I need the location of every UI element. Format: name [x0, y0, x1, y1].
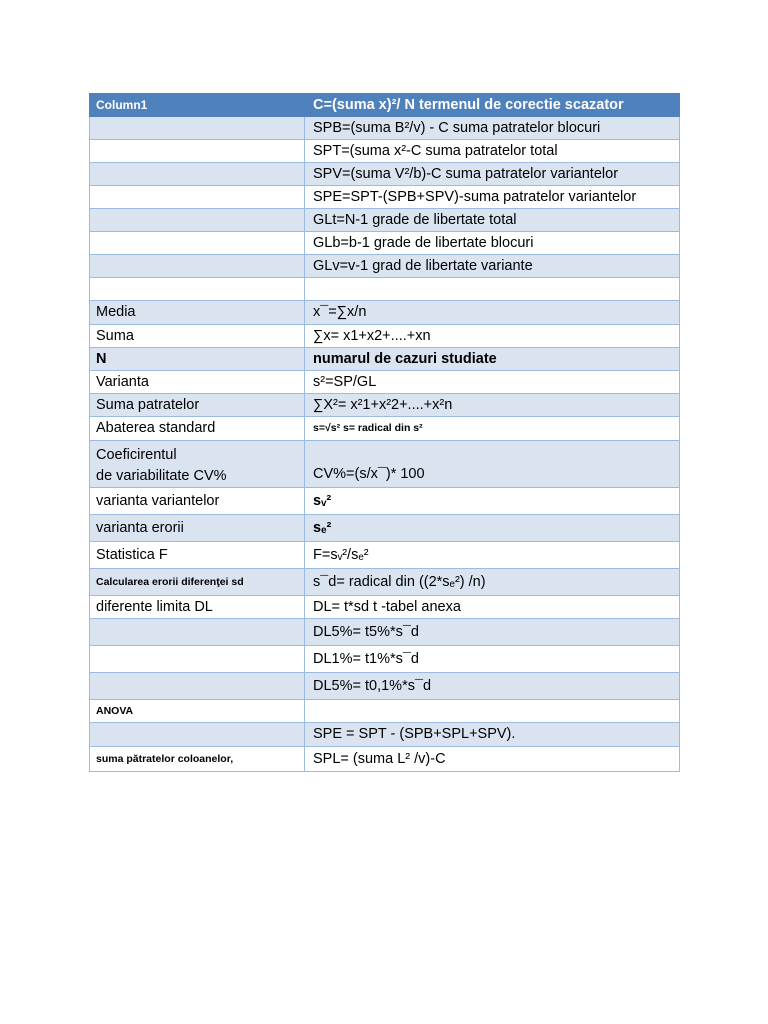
table-row	[90, 619, 680, 646]
table-row	[90, 186, 680, 209]
header-cell-correction-term[interactable]: C=(suma x)²/ N termenul de corectie scazator	[305, 94, 680, 117]
table-header-row	[90, 94, 680, 117]
table-row	[90, 348, 680, 371]
formula-table	[89, 93, 680, 772]
cell-label[interactable]: N	[90, 348, 305, 371]
table-row	[90, 596, 680, 619]
cell-formula[interactable]: s²=SP/GL	[305, 371, 680, 394]
cell-label[interactable]	[90, 619, 305, 646]
table-row	[90, 417, 680, 441]
cell-label[interactable]	[90, 117, 305, 140]
cell-label[interactable]	[90, 723, 305, 747]
table-row	[90, 255, 680, 278]
cell-formula[interactable]: GLb=b-1 grade de libertate blocuri	[305, 232, 680, 255]
cell-formula[interactable]	[305, 278, 680, 301]
table-row	[90, 542, 680, 569]
cell-formula[interactable]: ∑x= x1+x2+....+xn	[305, 325, 680, 348]
table-row	[90, 488, 680, 515]
data-table-container	[89, 93, 679, 772]
table-row	[90, 723, 680, 747]
cell-formula[interactable]: DL5%= t5%*s¯d	[305, 619, 680, 646]
table-row	[90, 394, 680, 417]
table-row	[90, 569, 680, 596]
cell-label[interactable]	[90, 232, 305, 255]
table-row	[90, 700, 680, 723]
table-row	[90, 140, 680, 163]
cell-label[interactable]: Suma	[90, 325, 305, 348]
cell-label[interactable]	[90, 646, 305, 673]
cell-label[interactable]: Varianta	[90, 371, 305, 394]
cell-formula[interactable]: DL1%= t1%*s¯d	[305, 646, 680, 673]
table-row	[90, 209, 680, 232]
cell-formula[interactable]: DL= t*sd t -tabel anexa	[305, 596, 680, 619]
cell-formula[interactable]: ∑X²= x²1+x²2+....+x²n	[305, 394, 680, 417]
table-row	[90, 646, 680, 673]
cell-label[interactable]	[90, 255, 305, 278]
cell-formula[interactable]: SPB=(suma B²/v) - C suma patratelor blocuri	[305, 117, 680, 140]
table-row	[90, 441, 680, 488]
cell-label[interactable]	[90, 441, 305, 488]
cell-formula[interactable]: s=√s² s= radical din s²	[305, 417, 680, 441]
cell-label[interactable]	[90, 209, 305, 232]
cell-formula[interactable]: sᵥ²	[305, 488, 680, 515]
table-row	[90, 747, 680, 772]
table-row	[90, 163, 680, 186]
cell-formula[interactable]: SPL= (suma L² /v)-C	[305, 747, 680, 772]
cell-label[interactable]: Suma patratelor	[90, 394, 305, 417]
cell-label-anova[interactable]: ANOVA	[90, 700, 305, 723]
cell-label[interactable]	[90, 278, 305, 301]
cell-formula[interactable]: sₑ²	[305, 515, 680, 542]
table-row	[90, 673, 680, 700]
cell-formula[interactable]: DL5%= t0,1%*s¯d	[305, 673, 680, 700]
cell-label[interactable]: diferente limita DL	[90, 596, 305, 619]
cell-formula[interactable]: GLt=N-1 grade de libertate total	[305, 209, 680, 232]
cell-formula[interactable]	[305, 700, 680, 723]
cell-label[interactable]: varianta erorii	[90, 515, 305, 542]
cell-label[interactable]	[90, 186, 305, 209]
table-row	[90, 117, 680, 140]
cell-formula[interactable]: SPE = SPT - (SPB+SPL+SPV).	[305, 723, 680, 747]
cell-formula[interactable]: CV%=(s/x¯)* 100	[305, 441, 680, 488]
cell-label[interactable]: suma pătratelor coloanelor,	[90, 747, 305, 772]
cell-label[interactable]: varianta variantelor	[90, 488, 305, 515]
table-row	[90, 232, 680, 255]
header-cell-column1[interactable]: Column1	[90, 94, 305, 117]
cell-label[interactable]: Abaterea standard	[90, 417, 305, 441]
cell-formula[interactable]: SPT=(suma x²-C suma patratelor total	[305, 140, 680, 163]
cell-formula[interactable]: SPV=(suma V²/b)-C suma patratelor variantelor	[305, 163, 680, 186]
cell-label[interactable]	[90, 140, 305, 163]
table-row	[90, 371, 680, 394]
table-row	[90, 325, 680, 348]
cell-label[interactable]: Calcularea erorii diferenţei sd	[90, 569, 305, 596]
cell-formula[interactable]: x¯=∑x/n	[305, 301, 680, 325]
cell-label[interactable]	[90, 673, 305, 700]
cell-formula[interactable]: numarul de cazuri studiate	[305, 348, 680, 371]
table-row	[90, 515, 680, 542]
cell-formula[interactable]: SPE=SPT-(SPB+SPV)-suma patratelor variantelor	[305, 186, 680, 209]
cell-formula[interactable]: s¯d= radical din ((2*sₑ²) /n)	[305, 569, 680, 596]
table-row	[90, 301, 680, 325]
cell-label-line-2: de variabilitate CV%	[96, 468, 227, 484]
cell-label[interactable]: Media	[90, 301, 305, 325]
cell-label[interactable]	[90, 163, 305, 186]
cell-label-line-1: Coeficirentul	[96, 447, 177, 463]
cell-formula[interactable]: F=sᵥ²/sₑ²	[305, 542, 680, 569]
table-row-empty	[90, 278, 680, 301]
cell-label[interactable]: Statistica F	[90, 542, 305, 569]
cell-formula[interactable]: GLv=v-1 grad de libertate variante	[305, 255, 680, 278]
